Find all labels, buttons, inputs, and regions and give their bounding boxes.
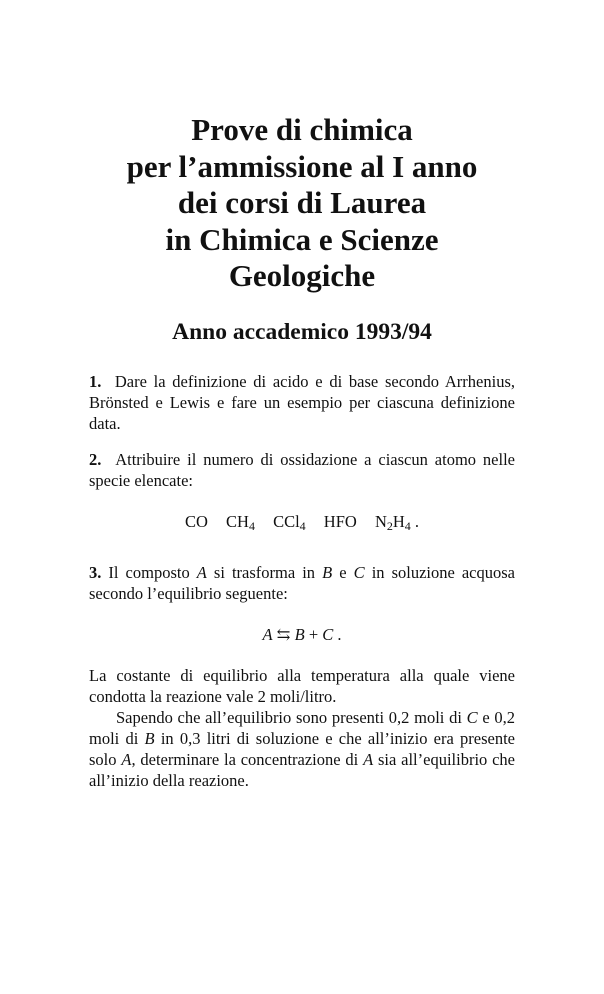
question-3-number: 3.: [89, 563, 102, 582]
academic-year-heading: Anno accademico 1993/94: [172, 319, 432, 345]
species-co: CO: [184, 512, 208, 531]
title-line-3: dei corsi di Laurea: [177, 185, 427, 220]
question-1-number: 1.: [89, 372, 102, 391]
question-3-body: [89, 665, 515, 791]
question-2: [89, 449, 515, 491]
chemical-species-list: [0, 511, 604, 532]
question-2-text: Attribuire il numero di ossidazione a ciascun atomo nelle specie elencate:: [89, 450, 515, 490]
species-ch4: $CH_4$: [226, 512, 255, 533]
equilibrium-equation: A ⇆ B + C .: [262, 625, 342, 644]
question-1: [89, 371, 515, 434]
title-line-2: per l’ammissione al I anno: [126, 148, 478, 184]
question-3: [89, 562, 515, 604]
equilibrium-arrow: ⇆: [276, 625, 291, 644]
species-hfo: HFO: [323, 512, 357, 531]
title-line-5: Geologiche: [228, 258, 376, 293]
title-line-1: Prove di chimica: [191, 112, 413, 147]
document-title: [0, 112, 604, 295]
question-3-text: Il composto A si trasforma in B e C in soluzione acquosa secondo l’equilibrio seguente:: [89, 563, 515, 603]
question-1-text: Dare la definizione di acido e di base secondo Arrhenius, Brönsted e Lewis e fare un esempio per ciascuna definizione data.: [89, 372, 515, 433]
question-3-paragraph-3: Sapendo che all’equilibrio sono presenti 0,2 moli di C e 0,2 moli di B in 0,3 litri di soluzione e che all’inizio era presente solo A, determinare la concentrazione di A sia all’equilibrio che all’inizio della reazione.: [89, 708, 515, 790]
title-line-4: in Chimica e Scienze: [165, 221, 439, 257]
question-2-number: 2.: [89, 450, 102, 469]
species-n2h4: $N_2H_4$ .: [374, 512, 420, 533]
species-ccl4: CCl$_4$: [273, 512, 306, 533]
question-3-paragraph-2: La costante di equilibrio alla temperatura alla quale viene condotta la reazione vale 2 moli/litro.: [89, 666, 515, 706]
